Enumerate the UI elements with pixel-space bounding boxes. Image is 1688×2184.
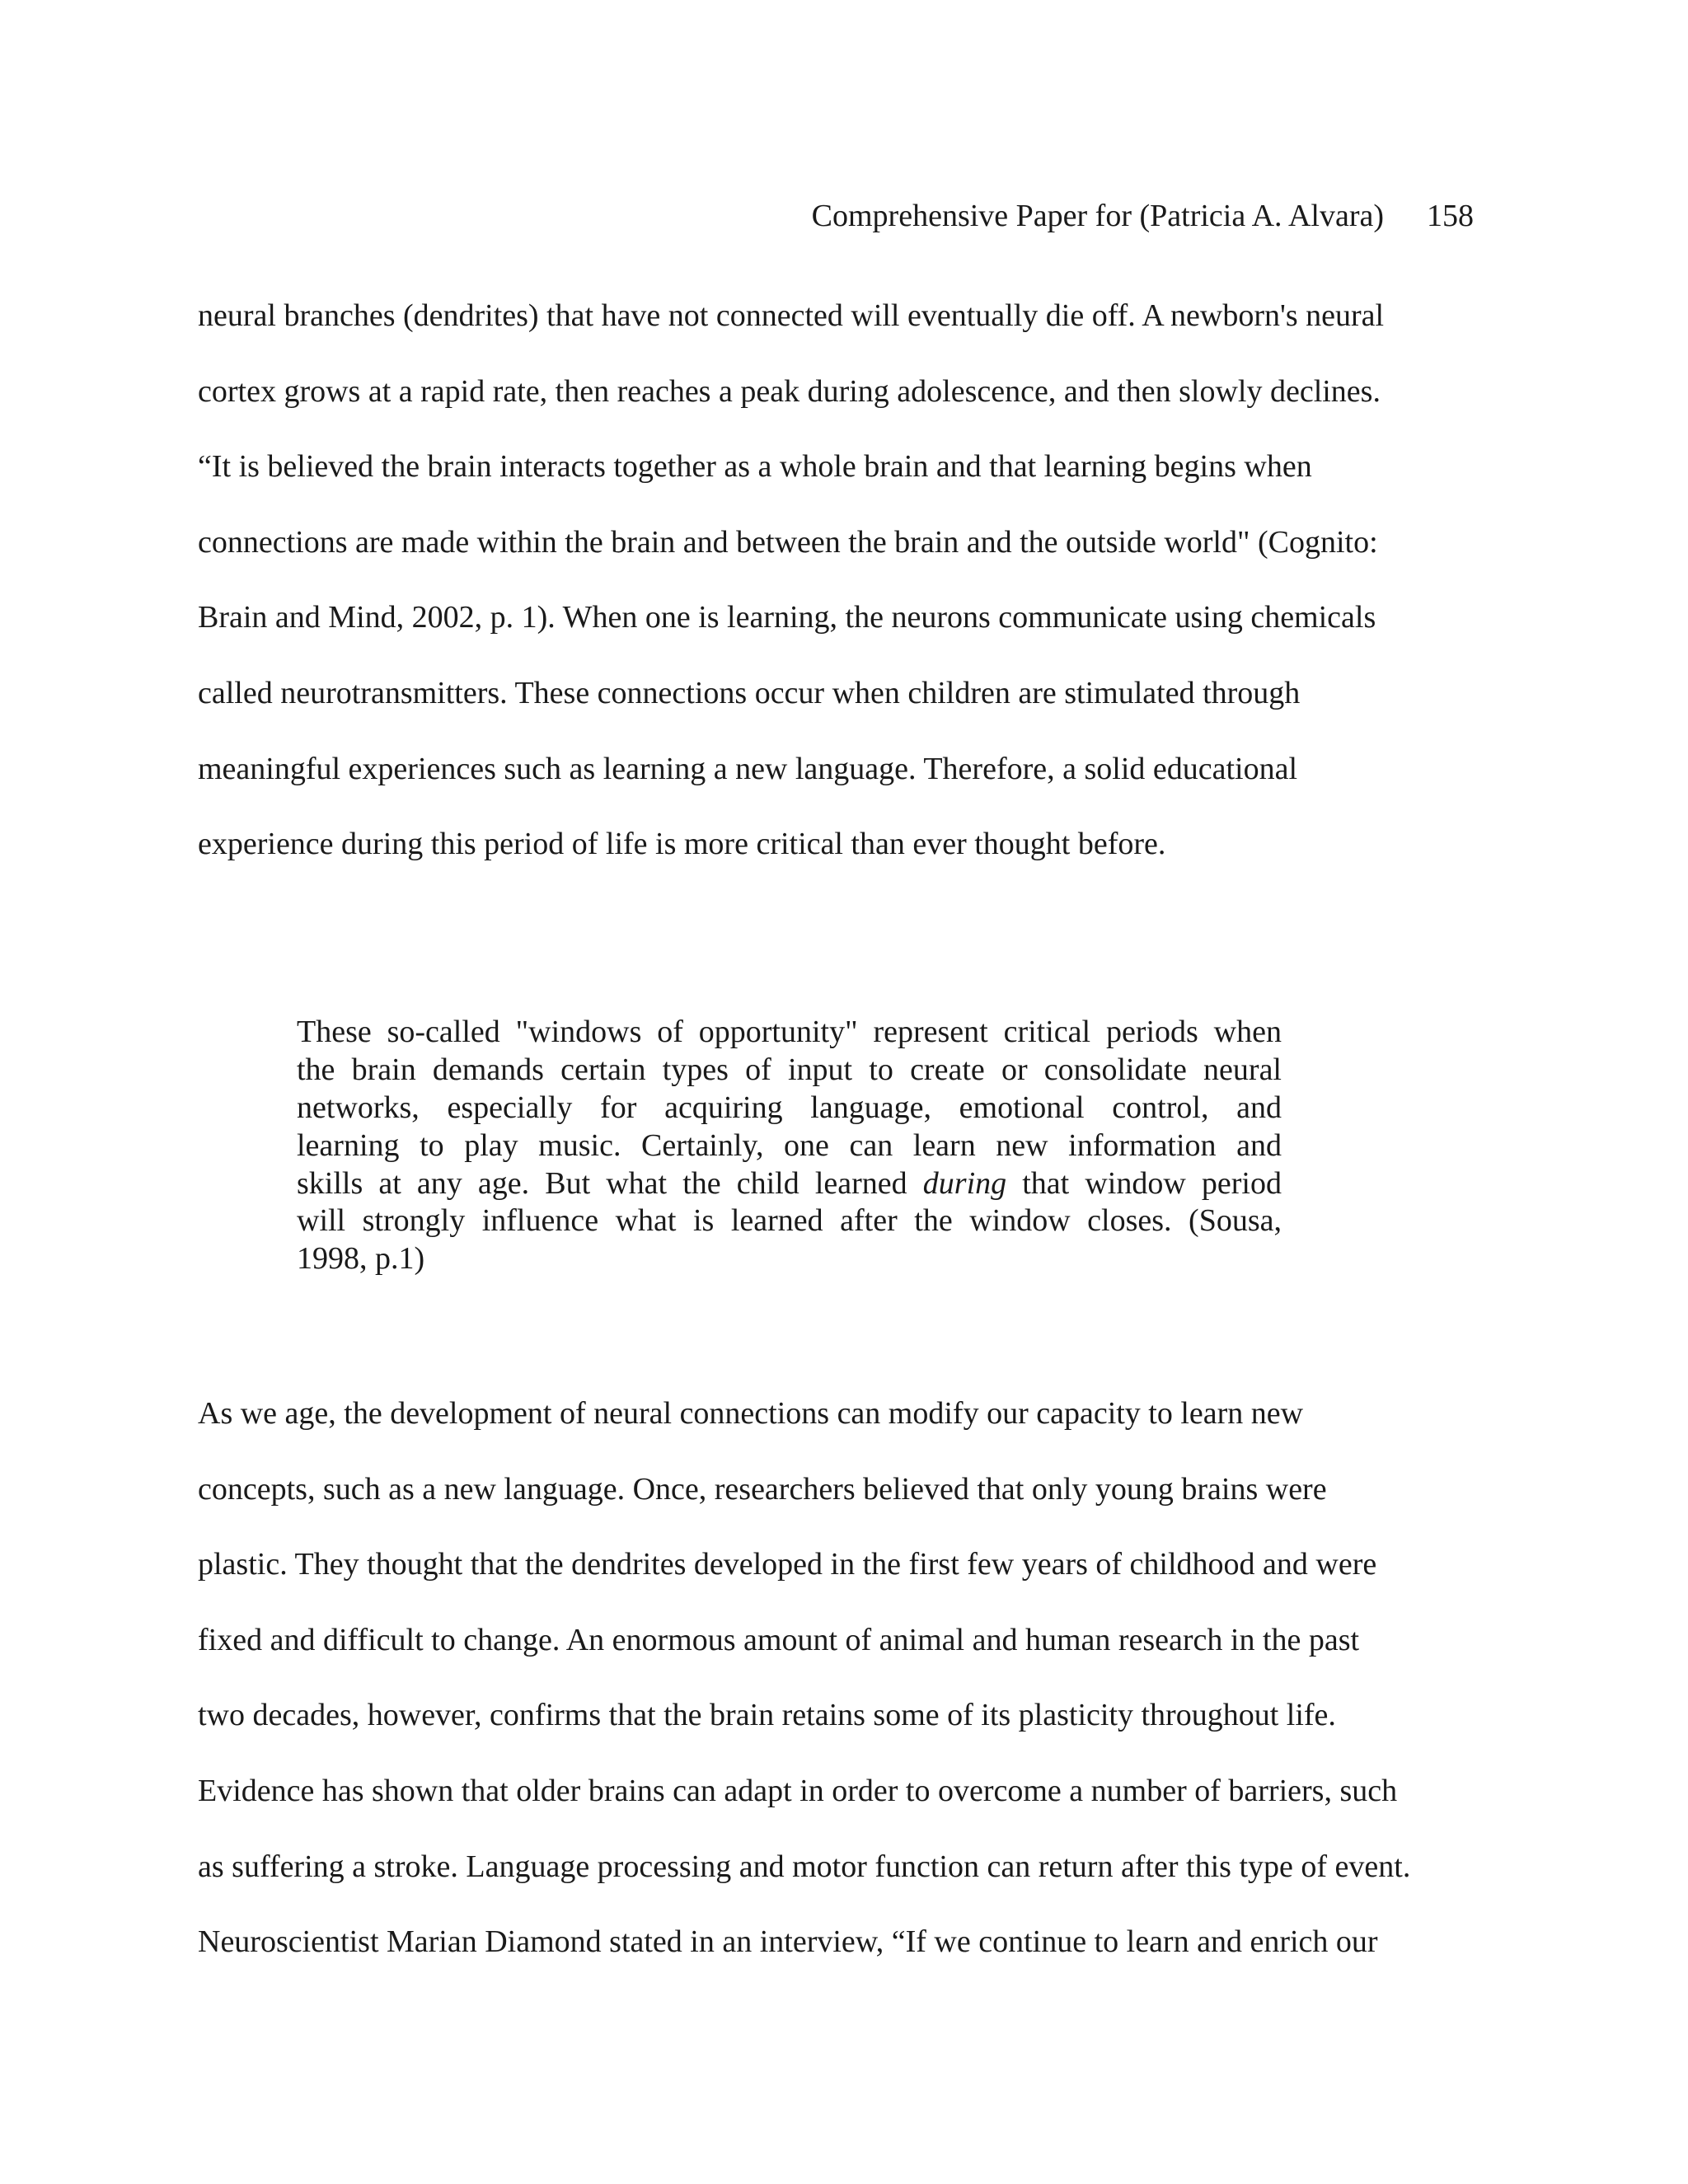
paragraph-line: experience during this period of life is more critical than ever thought before. — [198, 827, 1166, 862]
body-paragraph-2 — [198, 1376, 1488, 1980]
paragraph-line: concepts, such as a new language. Once, researchers believed that only young brains were — [198, 1471, 1327, 1507]
quote-line: learning to play music. Certainly, one can learn new information and — [297, 1127, 1282, 1163]
paragraph-line: meaningful experiences such as learning a new language. Therefore, a solid educational — [198, 751, 1298, 786]
quote-line: will strongly influence what is learned after the window closes. (Sousa, — [297, 1203, 1282, 1239]
quote-line: the brain demands certain types of input to create or consolidate neural — [297, 1052, 1282, 1087]
paragraph-line: neural branches (dendrites) that have not connected will eventually die off. A newborn's neural — [198, 298, 1385, 333]
paragraph-line: As we age, the development of neural connections can modify our capacity to learn new — [198, 1396, 1304, 1431]
paragraph-line: plastic. They thought that the dendrites developed in the first few years of childhood and were — [198, 1547, 1377, 1582]
quote-text: that window period — [1006, 1165, 1282, 1201]
running-header — [812, 196, 1474, 236]
paragraph-line: cortex grows at a rapid rate, then reaches a peak during adolescence, and then slowly declines. — [198, 373, 1381, 409]
quote-citation-line: 1998, p.1) — [297, 1241, 425, 1277]
quote-line: These so-called "windows of opportunity" represent critical periods when — [297, 1015, 1282, 1049]
block-quote — [297, 1014, 1282, 1278]
running-title: Comprehensive Paper for (Patricia A. Alvara) — [811, 199, 1384, 233]
paragraph-line: “It is believed the brain interacts together as a whole brain and that learning begins when — [198, 449, 1312, 485]
paragraph-line: Neuroscientist Marian Diamond stated in an interview, “If we continue to learn and enrich our — [198, 1924, 1378, 1960]
page-number: 158 — [1427, 199, 1474, 233]
body-paragraph-1 — [198, 279, 1488, 883]
paragraph-line: fixed and difficult to change. An enormous amount of animal and human research in the past — [198, 1622, 1360, 1657]
quote-line: networks, especially for acquiring language, emotional control, and — [297, 1090, 1282, 1125]
paragraph-line: called neurotransmitters. These connections occur when children are stimulated through — [198, 675, 1301, 710]
quote-text: skills at any age. But what the child learned — [297, 1165, 923, 1201]
quote-line-with-emphasis — [297, 1165, 1282, 1203]
paragraph-line: as suffering a stroke. Language processing and motor function can return after this type of event. — [198, 1849, 1411, 1884]
paragraph-line: Brain and Mind, 2002, p. 1). When one is learning, the neurons communicate using chemicals — [198, 600, 1376, 635]
paragraph-line: two decades, however, confirms that the brain retains some of its plasticity throughout life. — [198, 1698, 1336, 1733]
emphasized-word: during — [922, 1165, 1007, 1201]
paragraph-line: connections are made within the brain and between the brain and the outside world" (Cognito: — [198, 524, 1378, 560]
paragraph-line: Evidence has shown that older brains can adapt in order to overcome a number of barriers, such — [198, 1773, 1398, 1808]
